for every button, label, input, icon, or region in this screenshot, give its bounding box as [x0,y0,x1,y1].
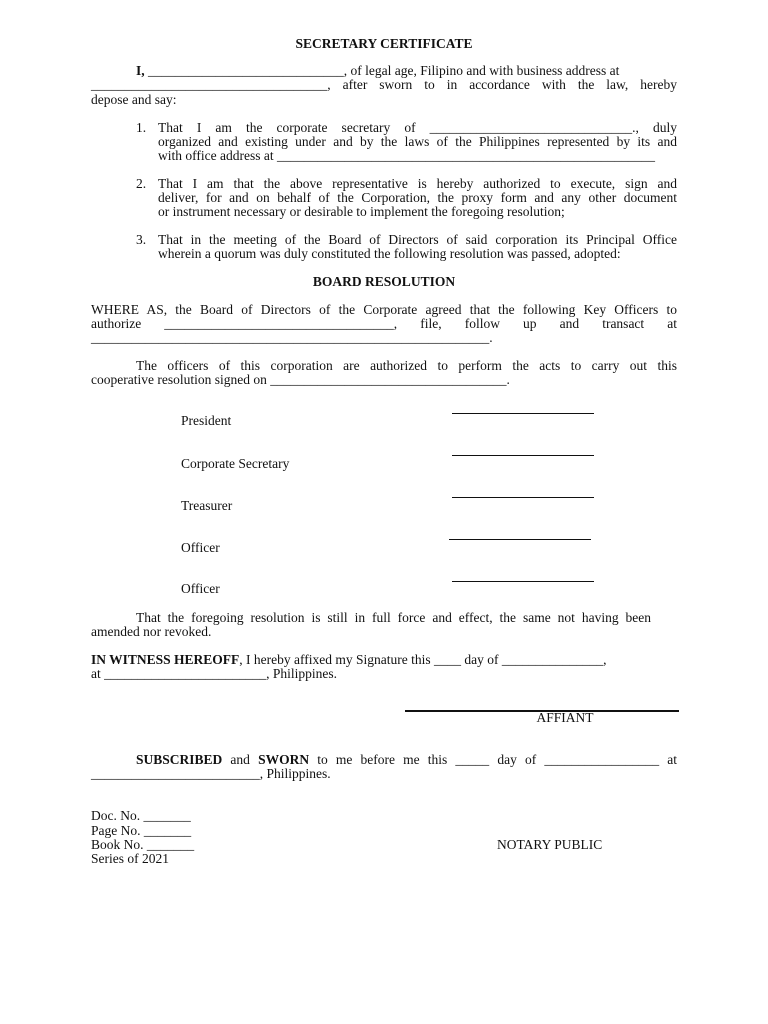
item-2-line-3: or instrument necessary or desirable to implement the foregoing resolution; [158,204,565,219]
officer-2-signature-line [452,581,594,582]
item-1-number: 1. [136,120,147,135]
page-no: Page No. _______ [91,823,192,838]
subscribed-text: to me before me this _____ day of _________________ at [309,752,677,767]
item-3-line-1: That in the meeting of the Board of Directors of said corporation its Principal Office [158,232,677,247]
item-2-line-2: deliver, for and on behalf of the Corporation, the proxy form and any other document [158,190,677,205]
force-paragraph-line-2: amended nor revoked. [91,624,212,639]
officer-title-officer-2: Officer [181,581,220,596]
intro-line-3: depose and say: [91,92,177,107]
item-2-number: 2. [136,176,147,191]
item-1-line-2: organized and existing under and by the laws of the Philippines represented by its and [158,134,677,149]
subscribed-bold: SUBSCRIBED [136,752,223,767]
item-1-line-3: with office address at ________________________________________________________ [158,148,655,163]
secretary-signature-line [452,455,594,456]
witness-bold: IN WITNESS HEREOFF [91,652,240,667]
item-3-line-2: wherein a quorum was duly constituted the following resolution was passed, adopted: [158,246,621,261]
subscribed-line-2: _________________________, Philippines. [91,766,331,781]
doc-no: Doc. No. _______ [91,808,191,823]
intro-line-1-text: _____________________________, of legal age, Filipino and with business address at [144,63,620,78]
item-2-line-1: That I am that the above representative is hereby authorized to execute, sign and [158,176,677,191]
resolution-heading: BOARD RESOLUTION [312,274,456,289]
officer-1-signature-line [449,539,591,540]
force-paragraph-line-1: That the foregoing resolution is still in full force and effect, the same not having been [136,610,651,625]
affiant-label: AFFIANT [536,710,594,725]
whereas-line-1: WHERE AS, the Board of Directors of the Corporate agreed that the following Key Officers to [91,302,677,317]
officer-title-secretary: Corporate Secretary [181,456,290,471]
officers-paragraph-line-2: cooperative resolution signed on ___________________________________. [91,372,510,387]
item-1-line-1: That I am the corporate secretary of ______________________________., duly [158,120,677,135]
officers-paragraph-line-1: The officers of this corporation are authorized to perform the acts to carry out this [136,358,677,373]
intro-i: I, [136,63,145,78]
document-title: SECRETARY CERTIFICATE [295,36,473,51]
subscribed-and: and [222,752,259,767]
officer-title-president: President [181,413,232,428]
sworn-bold: SWORN [258,752,310,767]
officer-title-treasurer: Treasurer [181,498,233,513]
witness-text: , I hereby affixed my Signature this ____ day of _______________, [239,652,607,667]
whereas-line-2: authorize __________________________________, file, follow up and transact at [91,316,677,331]
whereas-line-3: ___________________________________________________________. [91,330,493,345]
notary-public-label: NOTARY PUBLIC [497,837,603,852]
book-no: Book No. _______ [91,837,195,852]
officer-title-officer-1: Officer [181,540,220,555]
intro-line-2: ___________________________________, after sworn to in accordance with the law, hereby [91,77,677,92]
item-3-number: 3. [136,232,147,247]
treasurer-signature-line [452,497,594,498]
series: Series of 2021 [91,851,169,866]
president-signature-line [452,413,594,414]
witness-line-2: at ________________________, Philippines. [91,666,337,681]
